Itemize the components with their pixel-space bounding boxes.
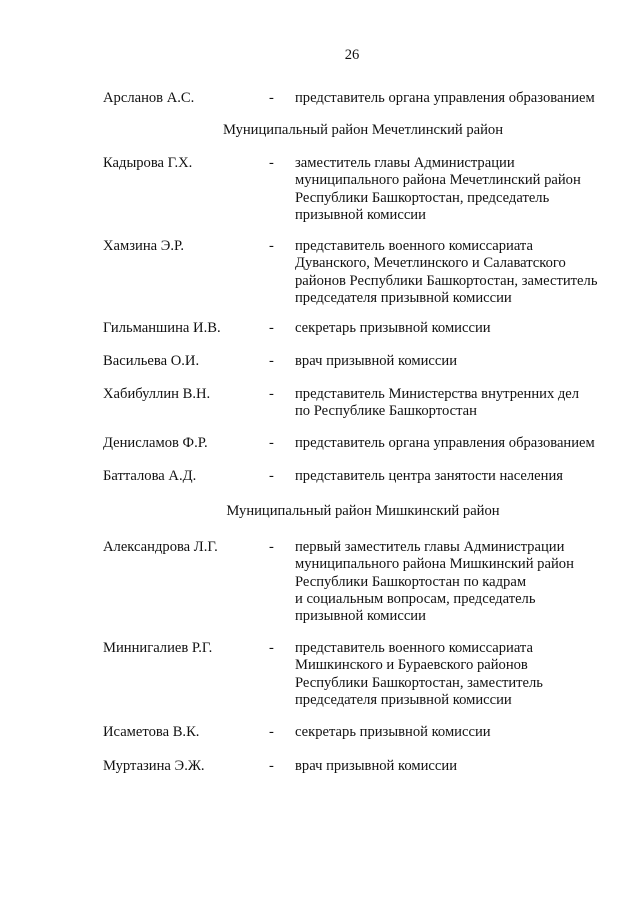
member-name: Муртазина Э.Ж. — [103, 758, 205, 774]
dash-separator: - — [269, 386, 274, 402]
member-name: Александрова Л.Г. — [103, 539, 218, 555]
role-line: заместитель главы Администрации — [295, 155, 515, 171]
section-heading: Муниципальный район Мишкинский район — [226, 503, 500, 519]
role-line: представитель органа управления образованием — [295, 90, 595, 106]
role-line: призывной комиссии — [295, 206, 426, 223]
member-name: Денисламов Ф.Р. — [103, 435, 208, 451]
role-line: представитель центра занятости населения — [295, 468, 563, 484]
member-role — [295, 539, 635, 625]
member-name: Исаметова В.К. — [103, 724, 200, 740]
member-role — [295, 238, 635, 307]
dash-separator: - — [269, 155, 274, 171]
role-line: секретарь призывной комиссии — [295, 724, 491, 740]
dash-separator: - — [269, 640, 274, 656]
role-line: Дуванского, Мечетлинского и Салаватского — [295, 255, 566, 272]
member-role — [295, 435, 635, 452]
role-line: Республики Башкортостан, председатель — [295, 189, 550, 206]
member-name: Миннигалиев Р.Г. — [103, 640, 213, 656]
member-role — [295, 320, 635, 337]
member-name: Батталова А.Д. — [103, 468, 197, 484]
role-line: районов Республики Башкортостан, заместитель — [295, 272, 598, 289]
role-line: секретарь призывной комиссии — [295, 320, 491, 336]
member-role — [295, 724, 635, 741]
member-name: Хамзина Э.Р. — [103, 238, 184, 254]
role-line: по Республике Башкортостан — [295, 403, 477, 420]
dash-separator: - — [269, 724, 274, 740]
member-name: Гильманшина И.В. — [103, 320, 221, 336]
member-role — [295, 90, 635, 107]
role-line: представитель военного комиссариата — [295, 238, 533, 254]
member-role — [295, 468, 635, 485]
role-line: представитель Министерства внутренних дел — [295, 386, 580, 402]
role-line: врач призывной комиссии — [295, 353, 457, 369]
role-line: призывной комиссии — [295, 608, 426, 625]
role-line: представитель военного комиссариата — [295, 640, 533, 656]
dash-separator: - — [269, 468, 274, 484]
role-line: муниципального района Мечетлинский район — [295, 172, 581, 189]
role-line: Мишкинского и Бураевского районов — [295, 657, 528, 674]
dash-separator: - — [269, 90, 274, 106]
role-line: представитель органа управления образованием — [295, 435, 595, 451]
member-role — [295, 155, 635, 224]
dash-separator: - — [269, 353, 274, 369]
dash-separator: - — [269, 320, 274, 336]
dash-separator: - — [269, 539, 274, 555]
member-name: Хабибуллин В.Н. — [103, 386, 211, 402]
member-role — [295, 353, 635, 370]
dash-separator: - — [269, 435, 274, 451]
role-line: председателя призывной комиссии — [295, 691, 512, 708]
role-line: и социальным вопросам, председатель — [295, 590, 536, 607]
member-role — [295, 640, 635, 709]
member-role — [295, 758, 635, 775]
role-line: муниципального района Мишкинский район — [295, 556, 574, 573]
section-heading: Муниципальный район Мечетлинский район — [222, 122, 504, 138]
dash-separator: - — [269, 238, 274, 254]
dash-separator: - — [269, 758, 274, 774]
member-name: Васильева О.И. — [103, 353, 200, 369]
page-number: 26 — [344, 47, 360, 63]
role-line: председателя призывной комиссии — [295, 289, 512, 306]
member-name: Кадырова Г.Х. — [103, 155, 193, 171]
role-line: первый заместитель главы Администрации — [295, 539, 565, 555]
member-name: Арсланов А.С. — [103, 90, 195, 106]
member-role — [295, 386, 635, 421]
role-line: врач призывной комиссии — [295, 758, 457, 774]
role-line: Республики Башкортостан по кадрам — [295, 573, 527, 590]
role-line: Республики Башкортостан, заместитель — [295, 674, 543, 691]
